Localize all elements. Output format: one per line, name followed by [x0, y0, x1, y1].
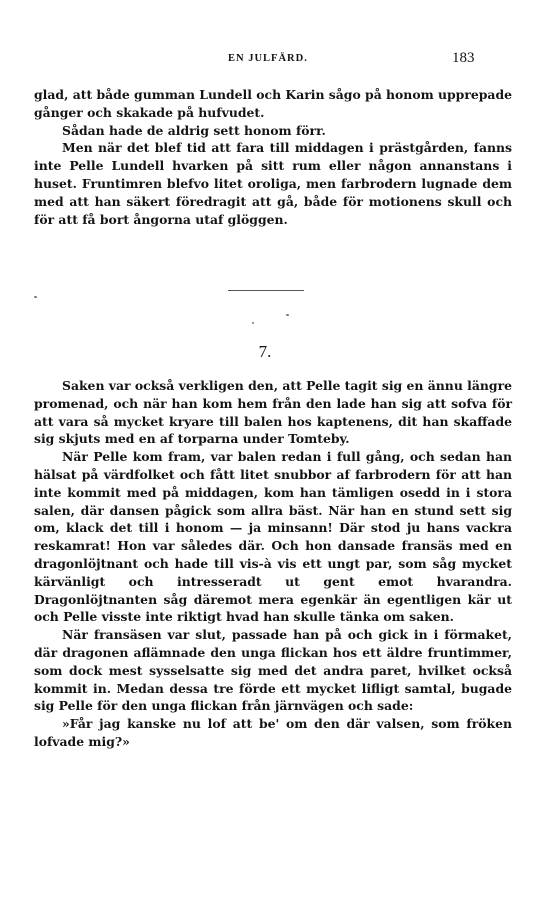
paragraph: »Får jag kanske nu lof att be' om den där valsen, som fröken lofvade mig?»	[34, 716, 512, 749]
section-divider	[228, 290, 304, 291]
paragraph: Sådan hade de aldrig sett honom förr.	[62, 122, 326, 138]
chapter-number: 7.	[258, 342, 272, 361]
print-speck	[252, 322, 254, 324]
paragraph: När fransäsen var slut, passade han på och gick in i förmaket, där dragonen aflämnade den unga flickan hos ett äldre fruntimmer, som dock mest sysselsatte sig med det andra paret, hvilket också kommit in. Medan dessa tre förde ett mycket lifligt samtal, bugade sig Pelle för den unga flickan från järnvägen och sade:	[34, 627, 512, 714]
print-speck	[34, 296, 37, 298]
text-section-1	[34, 86, 512, 228]
running-head	[0, 50, 560, 69]
paragraph: Men när det blef tid att fara till middagen i prästgården, fanns inte Pelle Lundell hvarken på sitt rum eller någon annanstans i huset. Fruntimren blefvo litet oroliga, men farbrodern lugnade dem med att han säkert föredragit att gå, både för motionens skull och för att få bort ångorna utaf glöggen.	[34, 140, 512, 227]
paragraph: När Pelle kom fram, var balen redan i full gång, och sedan han hälsat på värdfolket och fått litet snubbor af farbrodern för att han inte kommit med på middagen, kom han tämligen osedd in i stora salen, där dansen pågick som allra bäst. När han en stund sett sig om, klack det till i honom — ja minsann! Där stod ju hans vackra reskamrat! Hon var således där. Och hon dansade fransäs med en dragonlöjtnant och hade till vis-à vis ett ungt par, som såg mycket kärvänligt och intresseradt ut gent emot hvarandra. Dragonlöjtnanten såg däremot mera egenkär än egentligen kär ut och Pelle visste inte riktigt hvad han skulle tänka om saken.	[34, 449, 512, 625]
paragraph: Saken var också verkligen den, att Pelle tagit sig en ännu längre promenad, och när han kom hem från den lade han sig att sofva för att vara så mycket kryare till balen hos kaptenens, dit han skaffade sig skjuts med en af torparna under Tomteby.	[34, 378, 512, 447]
text-section-2	[34, 377, 512, 751]
paragraph: glad, att både gumman Lundell och Karin sågo på honom upprepade gånger och skakade på hufvudet.	[34, 87, 512, 120]
running-title: EN JULFÄRD.	[228, 53, 308, 64]
page-number: 183	[452, 50, 475, 66]
print-speck	[286, 314, 289, 316]
